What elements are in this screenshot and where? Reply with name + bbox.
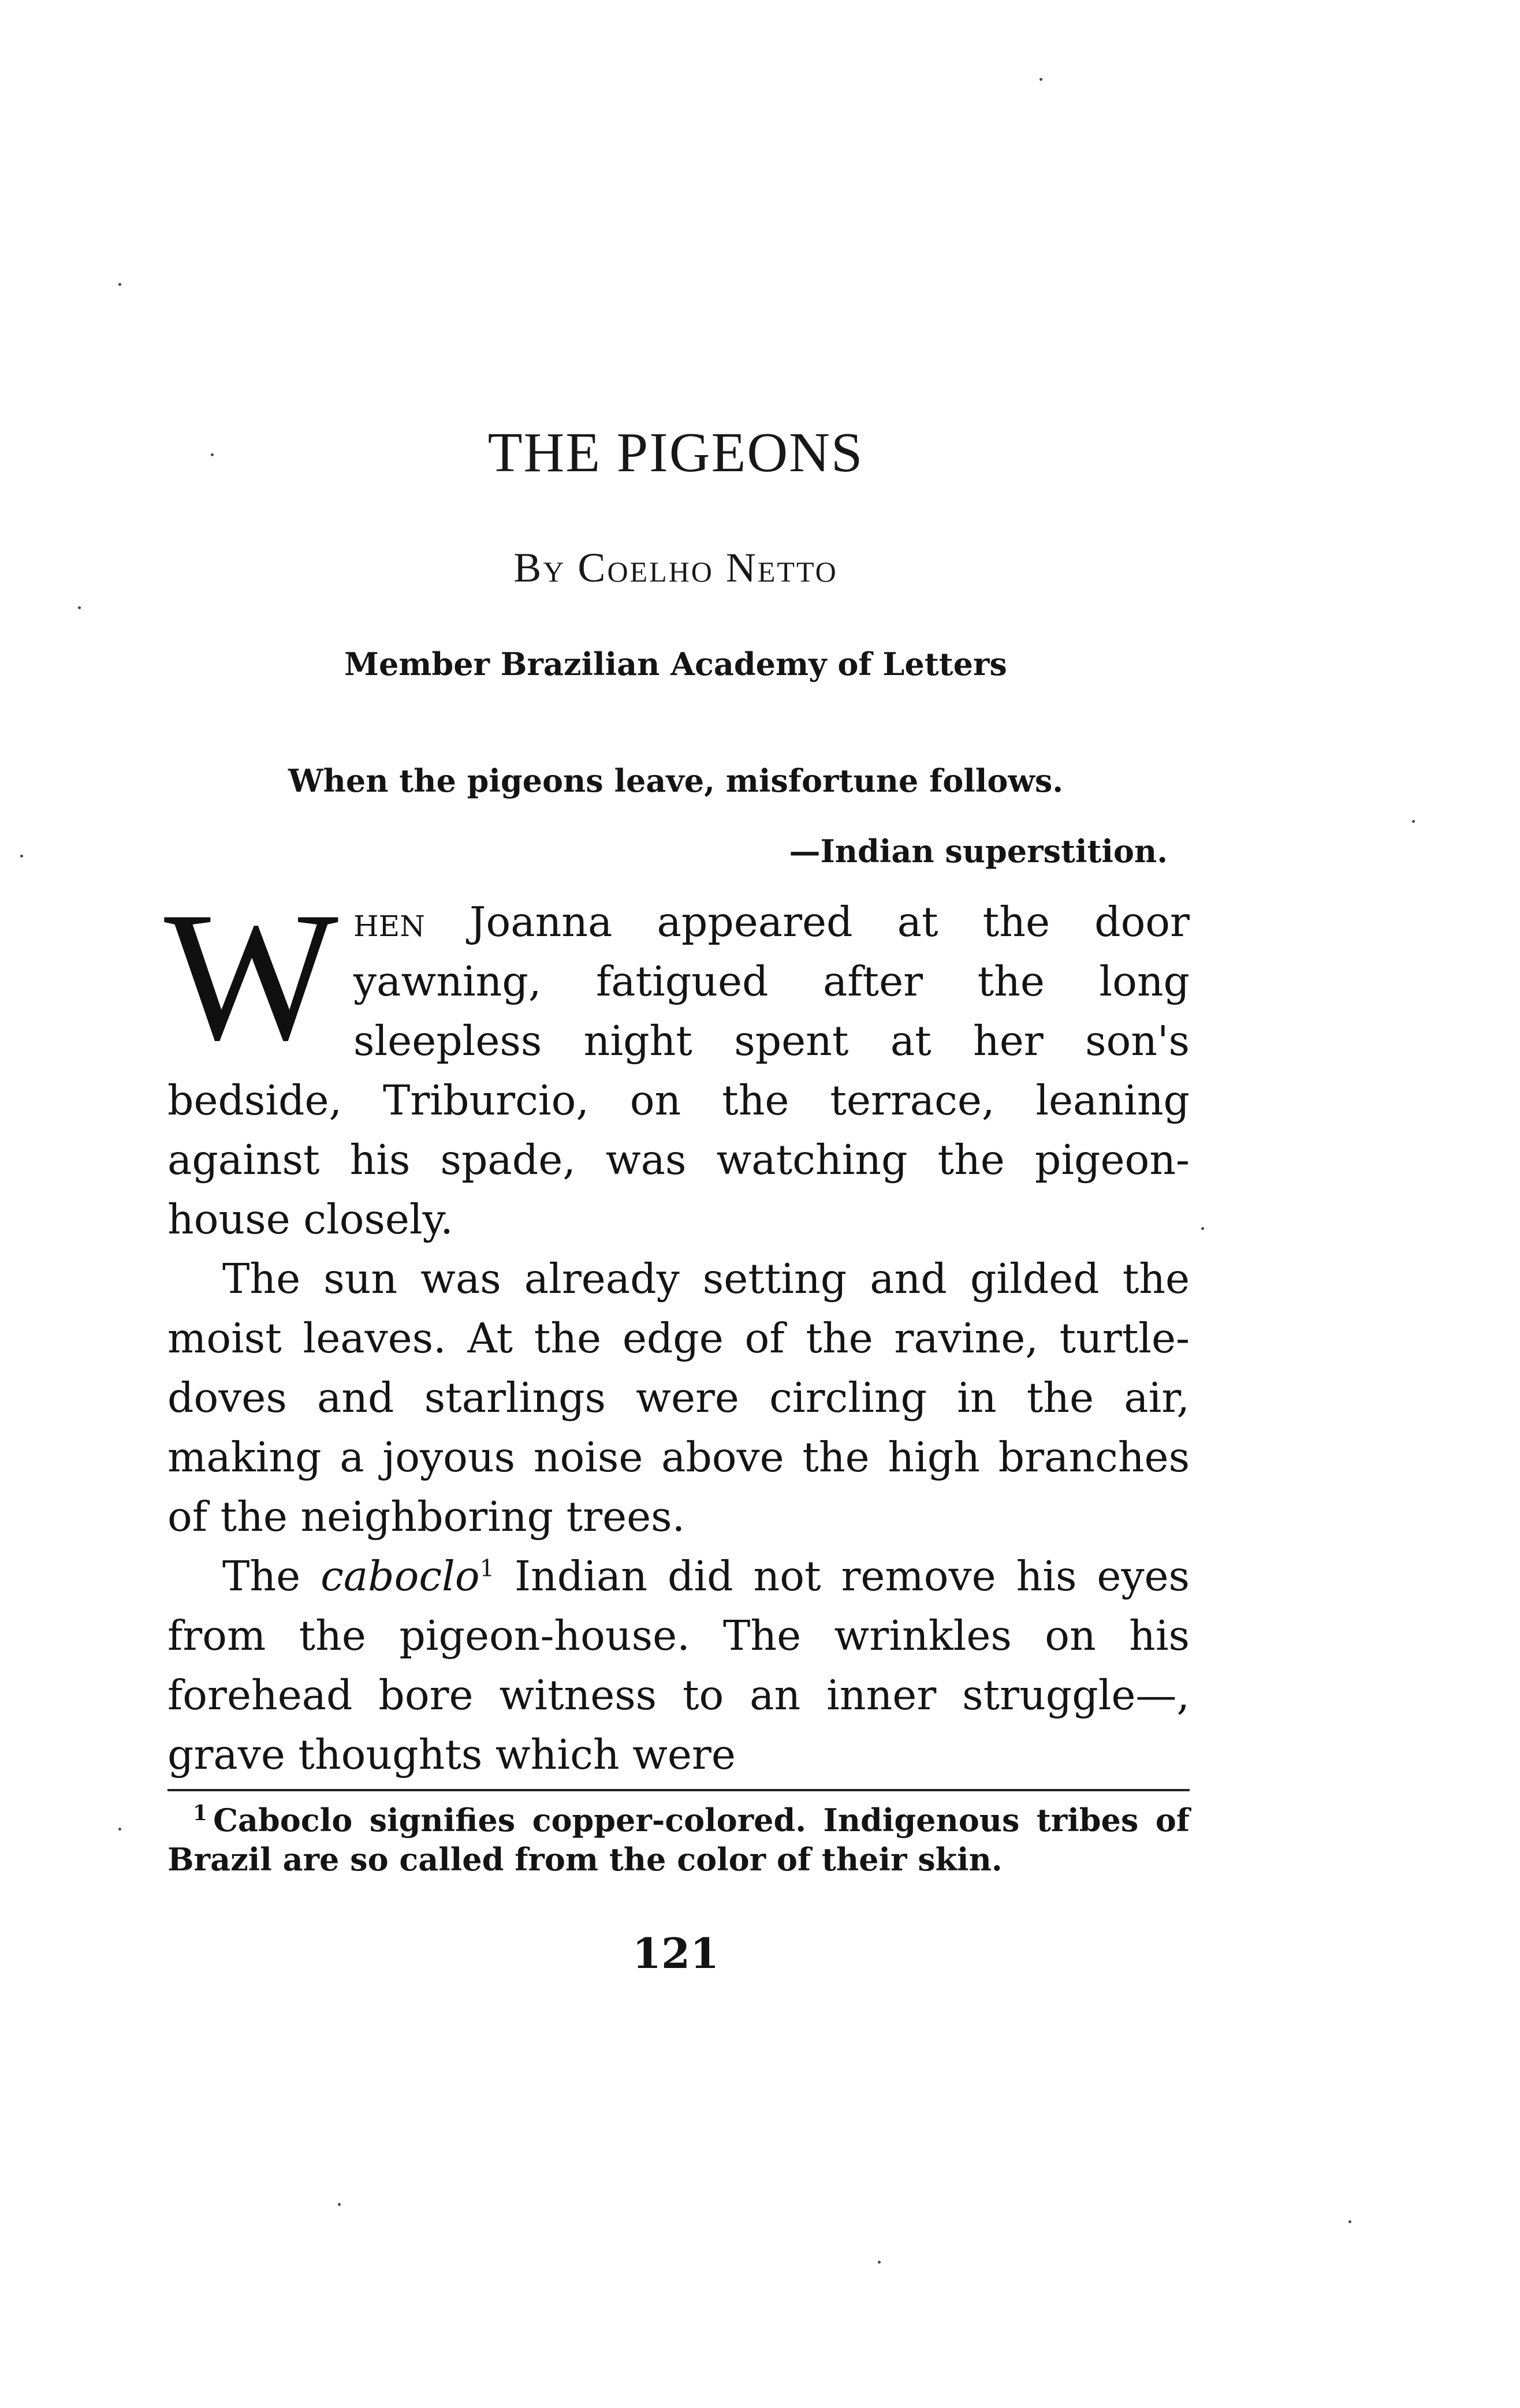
paper-speck xyxy=(78,606,81,609)
drop-cap: W xyxy=(164,874,339,1079)
epigraph-attribution: —Indian superstition. xyxy=(789,833,1168,870)
paper-speck xyxy=(211,453,214,456)
epigraph: When the pigeons leave, misfortune follows. xyxy=(288,762,1064,799)
footnote xyxy=(167,1801,1190,1879)
story-title: THE PIGEONS xyxy=(487,422,864,484)
footnote-reference: 1 xyxy=(479,1555,495,1582)
paper-speck xyxy=(118,283,121,286)
paragraph-2: The sun was already setting and gilded the moist leaves. At the edge of the ravine, turtle-doves and starlings were circling in the air, making a joyous noise above the high branches of the neighboring trees. xyxy=(167,1255,1190,1541)
footnote-rule xyxy=(167,1789,1190,1791)
paragraph-3 xyxy=(167,1546,1190,1784)
paragraph-1-text: Joanna appeared at the door yawning, fatigued after the long sleepless night spent at her son's bedside, Triburcio, on the terrace, leaning against his spade, was watching the pigeon-house closely. xyxy=(167,898,1190,1243)
author-byline: By Coelho Netto xyxy=(513,545,838,591)
paper-speck xyxy=(878,2261,881,2264)
page-number: 121 xyxy=(632,1929,720,1978)
body-text xyxy=(164,874,1190,1784)
paragraph-3-text: Indian did not remove his eyes from the pigeon-house. The wrinkles on his forehead bore witness to an inner struggle—, grave thoughts which were xyxy=(167,1552,1190,1779)
footnote-marker: 1 xyxy=(193,1801,208,1825)
paper-speck xyxy=(118,1828,121,1831)
caboclo-italic: caboclo xyxy=(321,1552,480,1600)
author-affiliation: Member Brazilian Academy of Letters xyxy=(344,646,1007,683)
footnote-text: Caboclo signifies copper-colored. Indigenous tribes of Brazil are so called from the color of their skin. xyxy=(167,1802,1190,1878)
paragraph-3-start: The xyxy=(222,1552,321,1600)
paper-speck xyxy=(1040,78,1042,81)
paper-speck xyxy=(1412,820,1415,823)
paper-speck xyxy=(20,855,23,858)
paper-speck xyxy=(338,2203,341,2206)
paragraph-1 xyxy=(164,874,1190,1249)
opening-small-caps: hen xyxy=(353,898,425,946)
paper-speck xyxy=(1201,1227,1204,1230)
paper-speck xyxy=(1348,2220,1351,2223)
